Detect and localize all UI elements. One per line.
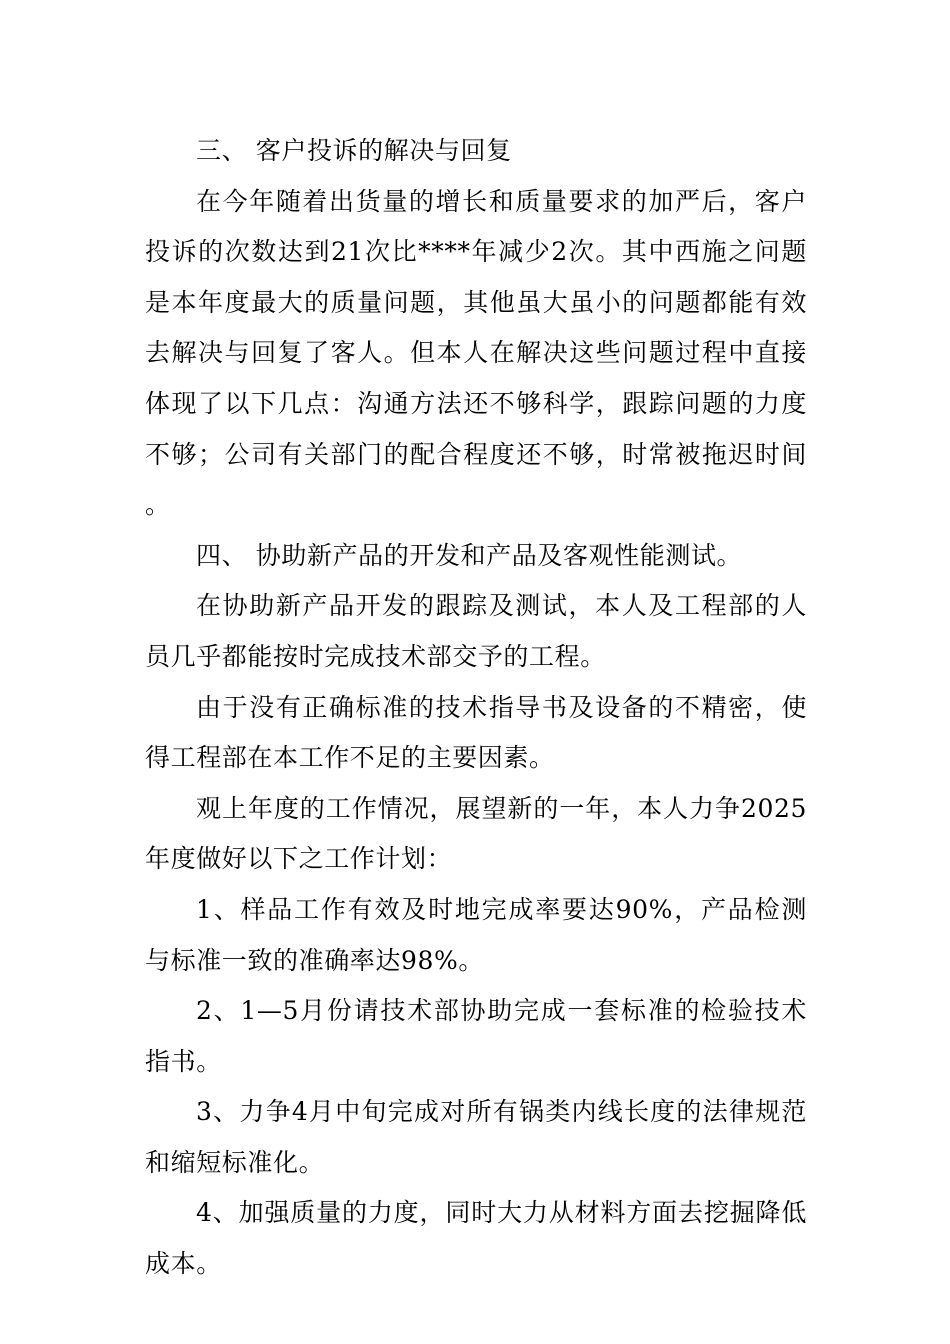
body-paragraph: 观上年度的工作情况，展望新的一年，本人力争2025年度做好以下之工作计划： [145, 793, 807, 874]
plan-item: 3、力争4月中旬完成对所有锅类内线长度的法律规范和缩短标准化。 [145, 1097, 807, 1177]
body-paragraph: 在今年随着出货量的增长和质量要求的加严后，客户投诉的次数达到21次比****年减少2次。其中西施之问题是本年度最大的质量问题，其他虽大虽小的问题都能有效去解决与回复了客人。但本人在解决这些问题过程中直接体现了以下几点：沟通方法还不够科学，跟踪问题的力度不够；公司有关部门的配合程度还不够，时常被拖迟时间。 [145, 186, 807, 520]
plan-item: 2、1—5月份请技术部协助完成一套标准的检验技术指书。 [145, 996, 807, 1076]
plan-item: 1、样品工作有效及时地完成率要达90%，产品检测与标准一致的准确率达98%。 [145, 894, 807, 975]
plan-item: 4、加强质量的力度，同时大力从材料方面去挖掘降低成本。 [145, 1198, 807, 1279]
body-paragraph: 在协助新产品开发的跟踪及测试，本人及工程部的人员几乎都能按时完成技术部交予的工程。 [145, 591, 807, 671]
document-body [145, 126, 807, 1290]
body-paragraph: 由于没有正确标准的技术指导书及设备的不精密，使得工程部在本工作不足的主要因素。 [145, 692, 807, 773]
section-heading-new-products: 四、 协助新产品的开发和产品及客观性能测试。 [196, 540, 743, 570]
section-heading-complaints: 三、 客户投诉的解决与回复 [196, 136, 512, 165]
